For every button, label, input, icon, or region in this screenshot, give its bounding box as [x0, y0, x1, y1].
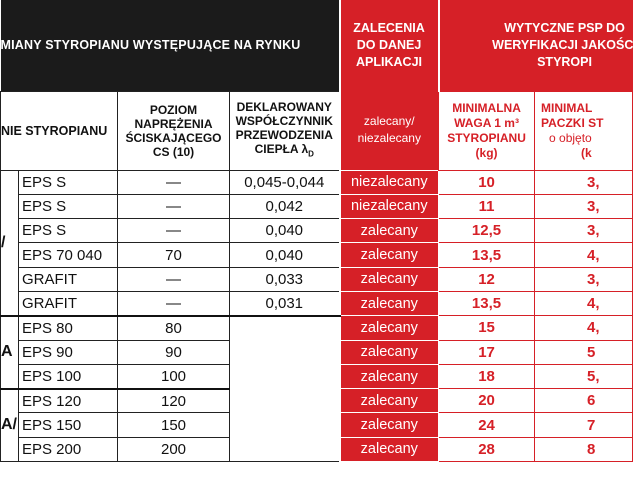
- row-zal: zalecany: [340, 267, 439, 291]
- row-zal: zalecany: [340, 219, 439, 243]
- group-label-3-text: A/: [1, 416, 17, 434]
- row-zal: zalecany: [340, 389, 439, 413]
- table-row: [1, 291, 633, 315]
- row-paczka: 6: [535, 389, 633, 413]
- zalecany-header: [340, 91, 439, 170]
- table-row: [1, 243, 633, 267]
- row-paczka: 5,: [535, 364, 633, 388]
- waga-header-text: MINIMALNA WAGA 1 m³ STYROPIANU: [447, 100, 526, 145]
- paczka-header-unit: (k: [581, 145, 592, 160]
- cs-header-text: POZIOM NAPRĘŻENIA ŚCISKAJĄCEGO CS (10): [125, 102, 222, 159]
- row-zal: zalecany: [340, 316, 439, 340]
- lambda-header: [230, 91, 340, 170]
- paczka-header-sub: o objęto: [549, 130, 592, 145]
- row-cs: —: [118, 219, 230, 243]
- subheader-row: [1, 91, 633, 170]
- row-name: EPS 70 040: [19, 243, 118, 267]
- row-zal: zalecany: [340, 437, 439, 461]
- row-waga: 28: [439, 437, 535, 461]
- row-name: EPS 90: [19, 340, 118, 364]
- row-name: EPS S: [19, 219, 118, 243]
- row-paczka: 3,: [535, 194, 633, 218]
- row-paczka: 3,: [535, 219, 633, 243]
- row-waga: 12: [439, 267, 535, 291]
- row-lambda: 0,031: [230, 291, 340, 315]
- row-zal: zalecany: [340, 340, 439, 364]
- row-paczka: 4,: [535, 243, 633, 267]
- wytyczne-header-text: WYTYCZNE PSP DO WERYFIKACJI JAKOŚCI STYROPI: [492, 20, 637, 69]
- row-cs: 100: [118, 364, 230, 388]
- row-lambda: 0,040: [230, 219, 340, 243]
- row-waga: 13,5: [439, 291, 535, 315]
- table-row: [1, 194, 633, 218]
- cs-header: [118, 91, 230, 170]
- row-name: EPS S: [19, 194, 118, 218]
- table-row: [1, 219, 633, 243]
- row-waga: 18: [439, 364, 535, 388]
- row-name: EPS 100: [19, 364, 118, 388]
- row-cs: 70: [118, 243, 230, 267]
- row-paczka: 4,: [535, 291, 633, 315]
- row-zal: zalecany: [340, 243, 439, 267]
- zalecenia-header: [340, 0, 439, 91]
- row-waga: 24: [439, 413, 535, 437]
- paczka-header: [535, 91, 633, 170]
- row-zal: zalecany: [340, 413, 439, 437]
- waga-header-unit: (kg): [475, 145, 498, 160]
- row-waga: 11: [439, 194, 535, 218]
- waga-header: [439, 91, 535, 170]
- row-cs: 80: [118, 316, 230, 340]
- row-name: GRAFIT: [19, 291, 118, 315]
- row-waga: 12,5: [439, 219, 535, 243]
- table-row: [1, 170, 633, 194]
- row-zal: niezalecany: [340, 170, 439, 194]
- row-waga: 17: [439, 340, 535, 364]
- row-lambda: 0,045-0,044: [230, 170, 340, 194]
- rodzaj-header: [1, 91, 118, 170]
- row-waga: 15: [439, 316, 535, 340]
- group-label-2: [1, 316, 19, 389]
- row-paczka: 4,: [535, 316, 633, 340]
- group-label-1: [1, 170, 19, 316]
- row-paczka: 7: [535, 413, 633, 437]
- main-title: [1, 0, 340, 91]
- lambda-header-text: DEKLAROWANY WSPÓŁCZYNNIK PRZEWODZENIA CIEPŁA λ: [235, 99, 333, 156]
- table-row: [1, 316, 633, 340]
- row-waga: 20: [439, 389, 535, 413]
- row-zal: zalecany: [340, 364, 439, 388]
- paczka-header-text: MINIMAL PACZKI ST: [541, 100, 604, 130]
- row-name: EPS 80: [19, 316, 118, 340]
- wytyczne-header: [439, 0, 637, 91]
- table-row: [1, 267, 633, 291]
- row-lambda: 0,040: [230, 243, 340, 267]
- row-paczka: 8: [535, 437, 633, 461]
- group-label-3: [1, 389, 19, 462]
- lambda-header-sub: D: [308, 149, 314, 159]
- lambda-empty-block: [230, 316, 340, 462]
- row-paczka: 5: [535, 340, 633, 364]
- row-waga: 13,5: [439, 243, 535, 267]
- row-paczka: 3,: [535, 267, 633, 291]
- row-cs: —: [118, 291, 230, 315]
- zalecany-header-text: zalecany/ niezalecany: [357, 114, 421, 146]
- main-title-text: MIANY STYROPIANU WYSTĘPUJĄCE NA RYNKU: [0, 38, 301, 53]
- row-cs: 90: [118, 340, 230, 364]
- row-cs: —: [118, 170, 230, 194]
- row-name: EPS 150: [19, 413, 118, 437]
- row-zal: zalecany: [340, 291, 439, 315]
- group-label-2-text: A: [1, 343, 13, 361]
- row-cs: —: [118, 194, 230, 218]
- row-cs: —: [118, 267, 230, 291]
- header-row: [1, 0, 633, 91]
- row-zal: niezalecany: [340, 194, 439, 218]
- row-cs: 150: [118, 413, 230, 437]
- row-lambda: 0,033: [230, 267, 340, 291]
- row-lambda: 0,042: [230, 194, 340, 218]
- row-name: GRAFIT: [19, 267, 118, 291]
- row-name: EPS 120: [19, 389, 118, 413]
- rodzaj-header-text: NIE STYROPIANU: [1, 123, 108, 138]
- row-cs: 200: [118, 437, 230, 461]
- zalecenia-header-text: ZALECENIA DO DANEJ APLIKACJI: [353, 21, 425, 69]
- group-label-1-text: /: [1, 233, 6, 251]
- row-cs: 120: [118, 389, 230, 413]
- row-name: EPS 200: [19, 437, 118, 461]
- row-waga: 10: [439, 170, 535, 194]
- row-name: EPS S: [19, 170, 118, 194]
- row-paczka: 3,: [535, 170, 633, 194]
